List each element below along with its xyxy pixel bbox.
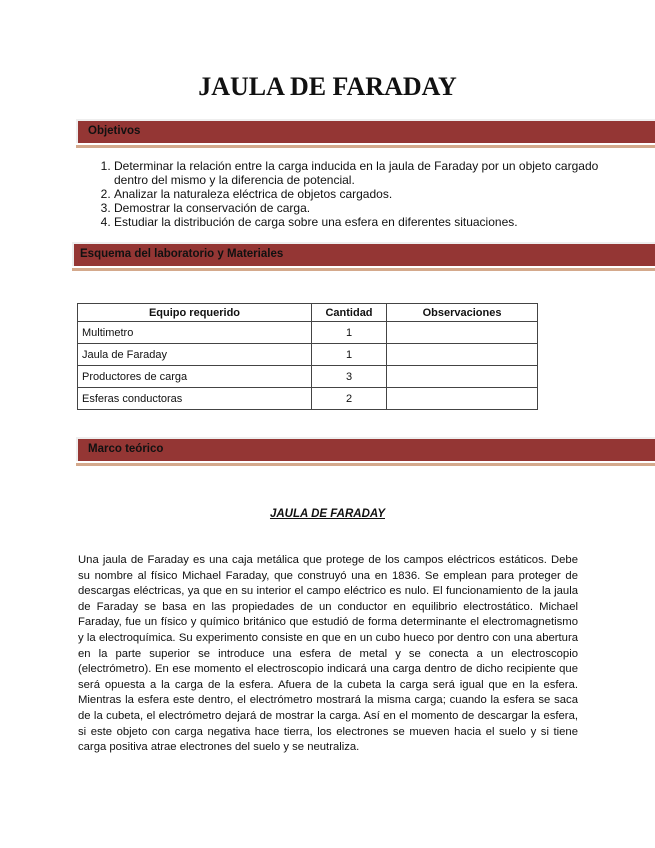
column-header: Equipo requerido (78, 304, 312, 322)
cell: 1 (312, 344, 387, 366)
objective-item: 4. Estudiar la distribución de carga sobre una esfera en diferentes situaciones. (114, 215, 614, 229)
objective-item: 3. Demostrar la conservación de carga. (114, 201, 614, 215)
table-row (78, 388, 538, 410)
section-label: Objetivos (88, 125, 141, 137)
section-label: Esquema del laboratorio y Materiales (80, 248, 284, 260)
cell: Productores de carga (78, 366, 312, 388)
objective-item: 1. Determinar la relación entre la carga inducida en la jaula de Faraday por un objeto cargado dentro del mismo y la diferencia de potencial. (114, 159, 614, 187)
table-row (78, 322, 538, 344)
section-header-esquema (72, 242, 655, 266)
table-header-row (78, 304, 538, 322)
cell (387, 344, 538, 366)
document-title: JAULA DE FARADAY (198, 72, 457, 101)
cell: Jaula de Faraday (78, 344, 312, 366)
cell (387, 366, 538, 388)
divider (76, 145, 655, 148)
table-row (78, 366, 538, 388)
table-row (78, 344, 538, 366)
cell: Multimetro (78, 322, 312, 344)
section-header-objetivos (76, 119, 655, 143)
cell: 2 (312, 388, 387, 410)
column-header: Observaciones (387, 304, 538, 322)
cell (387, 388, 538, 410)
objective-item: 2. Analizar la naturaleza eléctrica de objetos cargados. (114, 187, 614, 201)
section-label: Marco teórico (88, 443, 164, 455)
divider (76, 463, 655, 466)
column-header: Cantidad (312, 304, 387, 322)
equipment-table (77, 303, 538, 410)
cell: Esferas conductoras (78, 388, 312, 410)
cell (387, 322, 538, 344)
cell: 3 (312, 366, 387, 388)
subtitle: JAULA DE FARADAY (269, 508, 385, 520)
cell: 1 (312, 322, 387, 344)
section-header-marco (76, 437, 655, 461)
divider (72, 268, 655, 271)
body-paragraph: Una jaula de Faraday es una caja metálica que protege de los campos eléctricos estáticos. Debe su nombre al físico Michael Faraday, que construyó una en 1836. Se emplean para proteger de descargas eléctricas, ya que en su interior el campo eléctrico es nulo. El funcionamiento de la jaula de Faraday se basa en las propiedades de un conductor en equilibrio electrostático. Michael Faraday, fue un físico y químico británico que estudió de forma determinante el electromagnetismo y la electroquímica. Su experimento consiste en que en un cubo hueco por dentro con una abertura en la parte superior se introduce una esfera de metal y se conecta a un electroscopio (electrómetro). En ese momento el electroscopio indicará una carga dentro de dicho recipiente que será opuesta a la carga de la esfera. Afuera de la cubeta la carga será igual que en la esfera. Mientras la esfera este dentro, el electrómetro mostrará la misma carga; cuando la esfera se saca de la cubeta, el electrómetro dejará de mostrar la carga. Así en el momento de descargar la esfera, si este objeto con carga negativa hace tierra, los electrones se mueven hacia el suelo y si tiene carga positiva atrae electrones del suelo y se neutraliza. (78, 554, 578, 754)
objectives-list (96, 159, 614, 229)
